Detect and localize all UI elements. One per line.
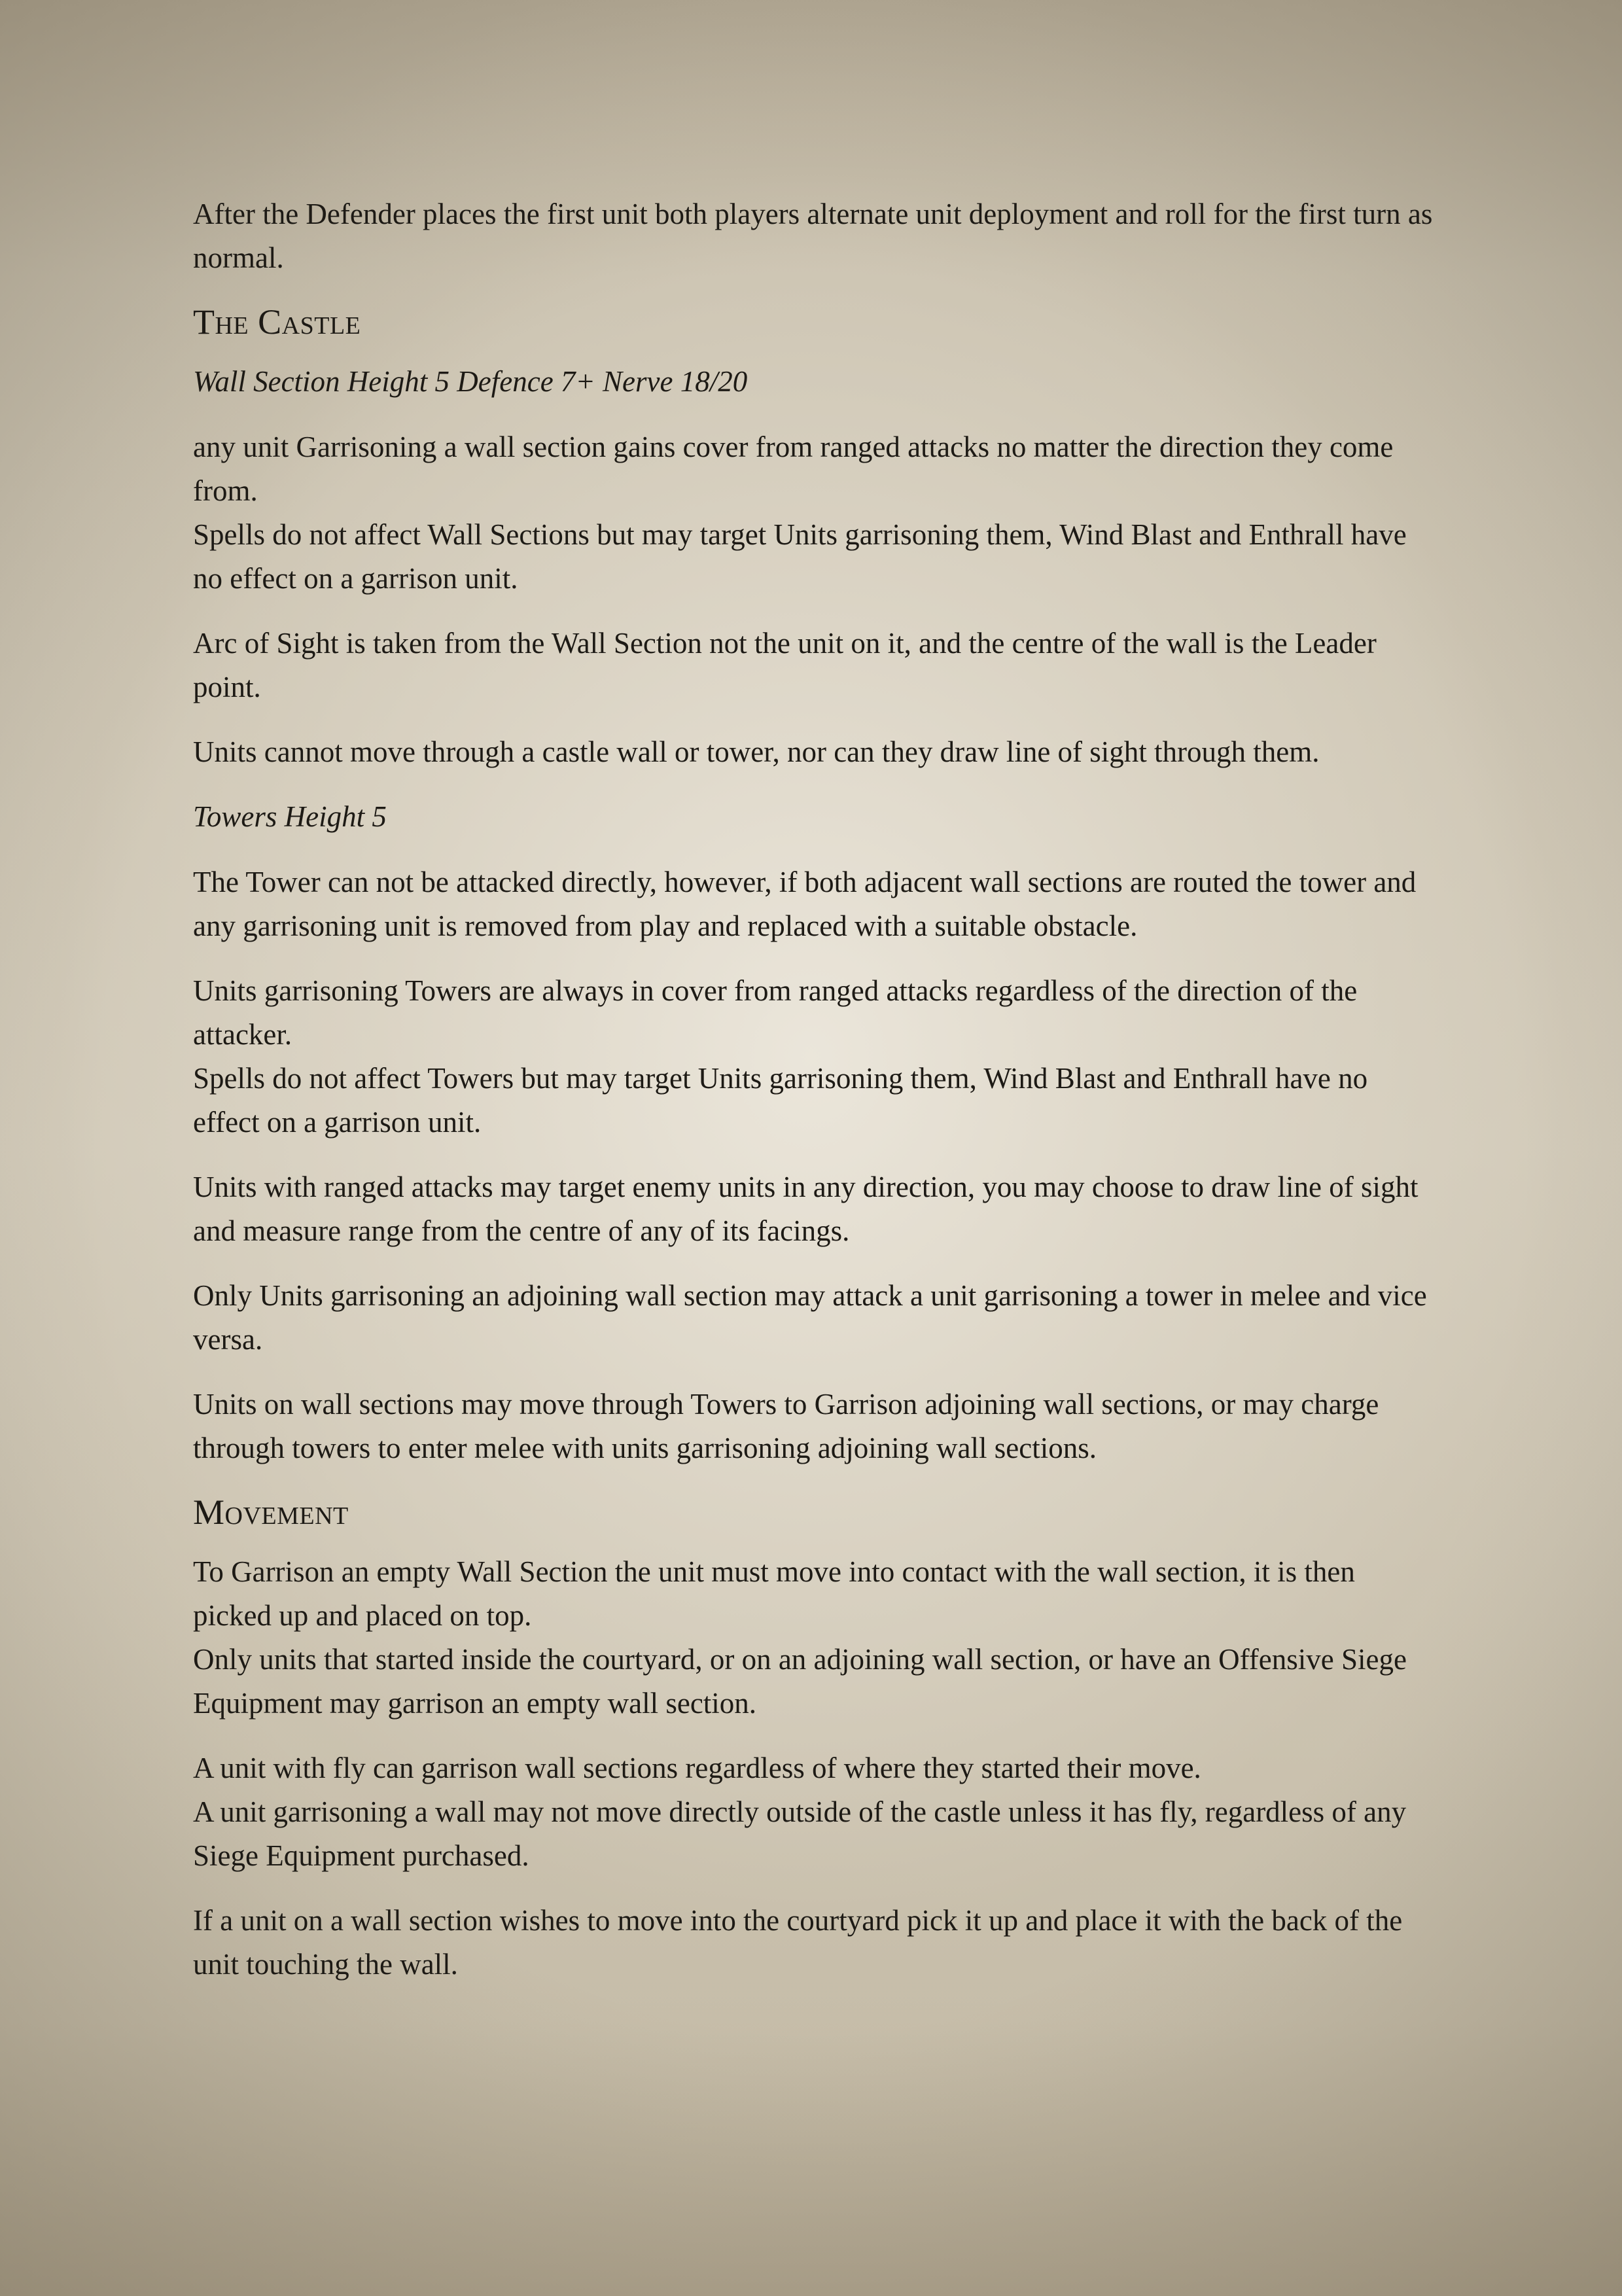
rules-page-content	[193, 192, 1436, 2007]
paragraph-line: After the Defender places the first unit both players alternate unit deployment and roll for the first turn as normal.	[193, 198, 1433, 274]
courtyard-move-paragraph	[193, 1899, 1436, 1987]
paragraph-line: Only Units garrisoning an adjoining wall section may attack a unit garrisoning a tower in melee and vice versa.	[193, 1279, 1427, 1356]
paragraph-line: Arc of Sight is taken from the Wall Section not the unit on it, and the centre of the wall is the Leader point.	[193, 627, 1377, 703]
no-move-through-paragraph	[193, 730, 1436, 774]
paragraph-line: Only units that started inside the courtyard, or on an adjoining wall section, or have an Offensive Siege Equipment may garrison an empty wall section.	[193, 1643, 1407, 1720]
tower-attack-paragraph	[193, 860, 1436, 948]
movement-heading: Movement	[193, 1492, 349, 1532]
wall-cover-paragraph	[193, 425, 1436, 601]
paragraph-line: Spells do not affect Wall Sections but may target Units garrisoning them, Wind Blast and Enthrall have no effect on a garrison unit.	[193, 518, 1407, 595]
paragraph-line: Units on wall sections may move through Towers to Garrison adjoining wall sections, or may charge through towers to enter melee with units garrisoning adjoining wall sections.	[193, 1388, 1379, 1464]
wall-section-stats: Wall Section Height 5 Defence 7+ Nerve 18/20	[193, 365, 748, 398]
tower-melee-paragraph	[193, 1274, 1436, 1362]
castle-heading: The Castle	[193, 302, 361, 342]
paragraph-line: A unit garrisoning a wall may not move directly outside of the castle unless it has fly, regardless of any Siege Equipment purchased.	[193, 1795, 1407, 1872]
fly-garrison-paragraph	[193, 1746, 1436, 1878]
paragraph-line: Spells do not affect Towers but may target Units garrisoning them, Wind Blast and Enthrall have no effect on a garrison unit.	[193, 1062, 1368, 1139]
paragraph-line: To Garrison an empty Wall Section the unit must move into contact with the wall section, it is then picked up and placed on top.	[193, 1555, 1355, 1632]
tower-cover-paragraph	[193, 969, 1436, 1144]
arc-of-sight-paragraph	[193, 622, 1436, 709]
tower-move-through-paragraph	[193, 1383, 1436, 1470]
paragraph-line: Units cannot move through a castle wall or tower, nor can they draw line of sight through them.	[193, 735, 1320, 768]
paragraph-line: Units garrisoning Towers are always in cover from ranged attacks regardless of the direction of the attacker.	[193, 974, 1358, 1051]
towers-stats: Towers Height 5	[193, 800, 387, 833]
paragraph-line: A unit with fly can garrison wall sections regardless of where they started their move.	[193, 1752, 1201, 1784]
paragraph-line: Units with ranged attacks may target enemy units in any direction, you may choose to draw line of sight and measure range from the centre of any of its facings.	[193, 1171, 1419, 1247]
tower-ranged-paragraph	[193, 1165, 1436, 1253]
paragraph-line: If a unit on a wall section wishes to move into the courtyard pick it up and place it with the back of the unit touching the wall.	[193, 1904, 1403, 1981]
garrison-empty-wall-paragraph	[193, 1550, 1436, 1725]
paragraph-line: any unit Garrisoning a wall section gains cover from ranged attacks no matter the direction they come from.	[193, 431, 1394, 507]
intro-paragraph	[193, 192, 1436, 280]
paragraph-line: The Tower can not be attacked directly, however, if both adjacent wall sections are routed the tower and any garrisoning unit is removed from play and replaced with a suitable obstacle.	[193, 866, 1417, 942]
